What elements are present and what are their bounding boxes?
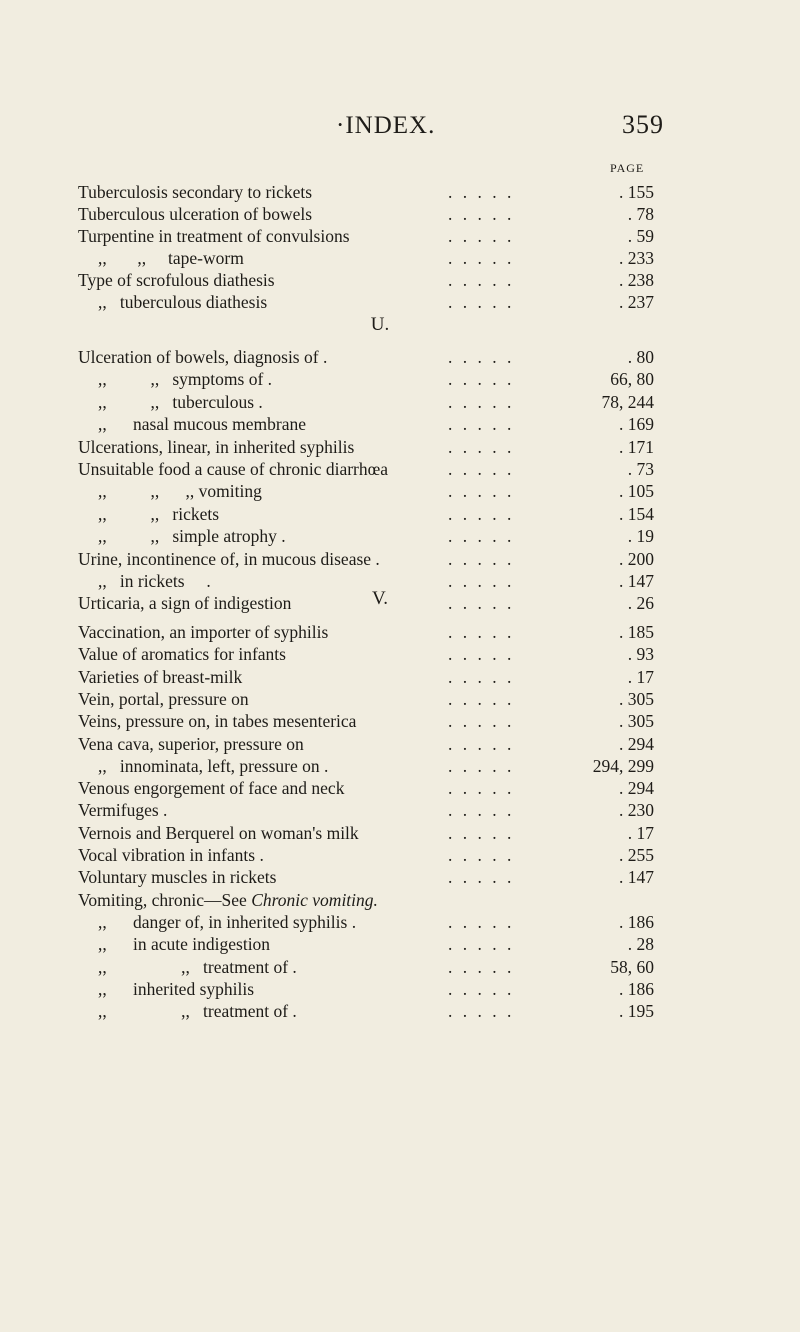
- leader-dots: . . . . .: [448, 956, 515, 977]
- entry-label: Urine, incontinence of, in mucous disease .: [78, 548, 380, 569]
- entry-page: . 186: [619, 978, 654, 999]
- index-entry: [0, 224, 800, 248]
- entry-text: [98, 390, 263, 414]
- entry-text: [78, 665, 242, 689]
- index-entry: [0, 888, 800, 912]
- entry-label: Vein, portal, pressure on: [78, 688, 249, 709]
- index-entry: [0, 412, 800, 436]
- leader-dots: . . . . .: [448, 391, 515, 412]
- entry-page: . 294: [619, 778, 654, 799]
- entry-text: [78, 798, 167, 822]
- entry-label: ,, ,, symptoms of .: [98, 369, 273, 390]
- leader-dots: . . . . .: [448, 292, 515, 312]
- leader-dots: . . . . .: [448, 414, 515, 435]
- entry-page: 294, 299: [592, 755, 654, 776]
- index-entry: [0, 977, 800, 1001]
- leader-dots: . . . . .: [448, 369, 515, 390]
- index-entry: [0, 547, 800, 571]
- entry-page: . 73: [627, 459, 654, 479]
- entry-label: ,, ,, tuberculous .: [98, 391, 263, 412]
- entry-label: Type of scrofulous diathesis: [78, 270, 275, 290]
- leader-dots: . . . . .: [448, 571, 515, 591]
- leader-dots: . . . . .: [448, 934, 515, 955]
- entry-label: Turpentine in treatment of convulsions: [78, 226, 350, 246]
- index-entry: [0, 479, 800, 503]
- entry-label: ,, nasal mucous membrane: [98, 414, 307, 435]
- index-entry: [0, 390, 800, 414]
- entry-label: ,, ,, treatment of .: [98, 956, 297, 977]
- index-entry: [0, 620, 800, 644]
- entry-text: [78, 821, 359, 845]
- entry-text: [78, 732, 304, 756]
- entry-page: . 305: [619, 688, 654, 709]
- entry-page: . 17: [627, 666, 654, 687]
- entry-label: Ulceration of bowels, diagnosis of .: [78, 347, 328, 367]
- entry-text: [78, 620, 328, 644]
- leader-dots: . . . . .: [448, 711, 515, 732]
- entry-text: [78, 268, 275, 292]
- section-letter: V.: [371, 588, 389, 609]
- entry-text: [78, 547, 380, 571]
- entry-text: [98, 999, 297, 1023]
- entry-page: . 154: [619, 503, 654, 524]
- entry-text: [78, 224, 350, 248]
- entry-text: [78, 843, 264, 867]
- entry-text: [78, 202, 312, 226]
- index-entry: [0, 932, 800, 956]
- entry-page: . 255: [619, 845, 654, 865]
- entry-page: . 105: [619, 481, 654, 502]
- entry-label: Vocal vibration in infants .: [78, 845, 264, 865]
- entry-label: Voluntary muscles in rickets: [78, 867, 277, 888]
- entry-page: . 169: [619, 414, 654, 435]
- entry-label: ,, in rickets .: [98, 571, 211, 591]
- leader-dots: . . . . .: [448, 593, 515, 614]
- entry-label: Vomiting, chronic—See: [78, 889, 252, 910]
- entry-page: . 147: [619, 867, 654, 888]
- leader-dots: . . . . .: [448, 347, 515, 367]
- section-letter: U.: [370, 314, 390, 335]
- leader-dots: . . . . .: [448, 911, 515, 932]
- index-entry: [0, 732, 800, 756]
- entry-text: [78, 865, 276, 889]
- entry-text: [98, 290, 267, 314]
- entry-text: [78, 776, 344, 800]
- index-entry: [0, 821, 800, 845]
- entry-text: [98, 955, 297, 979]
- entry-label: Tuberculosis secondary to rickets: [78, 182, 313, 202]
- index-entry: [0, 246, 800, 270]
- entry-page: 58, 60: [610, 956, 654, 977]
- entry-page: . 195: [619, 1001, 654, 1022]
- entry-label: ,, ,, ,, vomiting: [98, 481, 262, 502]
- entry-label: Vaccination, an importer of syphilis: [78, 622, 329, 642]
- entry-text: [78, 345, 327, 369]
- entry-label: ,, ,, rickets: [98, 503, 220, 524]
- entry-page: . 233: [619, 248, 654, 268]
- leader-dots: . . . . .: [448, 526, 515, 547]
- entry-page: . 238: [619, 270, 654, 290]
- entry-page: . 294: [619, 733, 654, 754]
- entry-label: ,, ,, simple atrophy .: [98, 526, 286, 547]
- entry-text: [98, 977, 254, 1001]
- index-entry: [0, 709, 800, 733]
- entry-page: . 80: [627, 347, 654, 367]
- index-entry: [0, 999, 800, 1023]
- entry-text: [78, 888, 378, 912]
- leader-dots: . . . . .: [448, 978, 515, 999]
- leader-dots: . . . . .: [448, 688, 515, 709]
- entry-text: [78, 457, 388, 481]
- index-entry: [0, 268, 800, 292]
- leader-dots: . . . . .: [448, 733, 515, 754]
- entry-page: . 28: [627, 934, 654, 955]
- leader-dots: . . . . .: [448, 204, 515, 224]
- index-entry: [0, 843, 800, 867]
- leader-dots: . . . . .: [448, 800, 515, 821]
- running-header-title: ·INDEX.: [336, 112, 436, 139]
- entry-text: [98, 479, 262, 503]
- entry-text: [78, 642, 286, 666]
- leader-dots: . . . . .: [448, 182, 515, 202]
- entry-text: [98, 524, 286, 548]
- entry-label: Ulcerations, linear, in inherited syphilis: [78, 436, 355, 457]
- entry-text: [98, 910, 356, 934]
- entry-label: Vernois and Berquerel on woman's milk: [78, 822, 359, 843]
- entry-page: 78, 244: [601, 391, 654, 412]
- entry-page: . 155: [619, 182, 654, 202]
- leader-dots: . . . . .: [448, 666, 515, 687]
- entry-label: Urticaria, a sign of indigestion: [78, 593, 292, 614]
- page-column-label: PAGE: [610, 161, 645, 175]
- index-entry: [0, 524, 800, 548]
- leader-dots: . . . . .: [448, 248, 515, 268]
- entry-text: [98, 412, 306, 436]
- entry-label: Varieties of breast-milk: [78, 666, 243, 687]
- entry-page: . 237: [619, 292, 654, 312]
- index-entry: [0, 435, 800, 459]
- index-entry: [0, 290, 800, 314]
- entry-page: 66, 80: [610, 369, 654, 390]
- index-entry: [0, 754, 800, 778]
- leader-dots: . . . . .: [448, 436, 515, 457]
- entry-page: . 78: [627, 204, 654, 224]
- entry-text: [78, 687, 249, 711]
- entry-text: [78, 435, 354, 459]
- leader-dots: . . . . .: [448, 270, 515, 290]
- entry-label: Tuberculous ulceration of bowels: [78, 204, 313, 224]
- entry-text: [98, 367, 272, 391]
- cross-reference: Chronic vomiting.: [251, 889, 378, 910]
- index-entry: [0, 776, 800, 800]
- entry-label: Value of aromatics for infants: [78, 644, 286, 665]
- entry-text: [98, 502, 219, 526]
- index-entry: [0, 345, 800, 369]
- index-entry: [0, 367, 800, 391]
- leader-dots: . . . . .: [448, 644, 515, 665]
- index-entry: [0, 865, 800, 889]
- entry-page: . 17: [627, 822, 654, 843]
- leader-dots: . . . . .: [448, 1001, 515, 1022]
- index-entry: [0, 665, 800, 689]
- entry-text: [98, 932, 270, 956]
- index-entry: [0, 180, 800, 204]
- entry-label: ,, inherited syphilis: [98, 978, 255, 999]
- entry-label: Vermifuges .: [78, 800, 168, 821]
- entry-page: . 59: [627, 226, 654, 246]
- entry-text: [98, 246, 244, 270]
- entry-label: Unsuitable food a cause of chronic diarrhœa: [78, 459, 389, 479]
- entry-text: [78, 180, 312, 204]
- entry-page: . 186: [619, 911, 654, 932]
- entry-page: . 185: [619, 622, 654, 642]
- index-entry: [0, 502, 800, 526]
- entry-label: Vena cava, superior, pressure on: [78, 733, 304, 754]
- entry-label: ,, in acute indigestion: [98, 934, 271, 955]
- entry-page: . 19: [627, 526, 654, 547]
- entry-page: . 26: [627, 593, 654, 614]
- index-entry: [0, 798, 800, 822]
- entry-page: . 171: [619, 436, 654, 457]
- index-entry: [0, 457, 800, 481]
- leader-dots: . . . . .: [448, 226, 515, 246]
- entry-text: [98, 754, 328, 778]
- leader-dots: . . . . .: [448, 867, 515, 888]
- leader-dots: . . . . .: [448, 845, 515, 865]
- index-entry: [0, 687, 800, 711]
- leader-dots: . . . . .: [448, 481, 515, 502]
- entry-page: . 305: [619, 711, 654, 732]
- leader-dots: . . . . .: [448, 778, 515, 799]
- entry-label: ,, ,, tape-worm: [98, 248, 244, 268]
- entry-label: Veins, pressure on, in tabes mesenterica: [78, 711, 357, 732]
- entry-label: Venous engorgement of face and neck: [78, 778, 345, 799]
- leader-dots: . . . . .: [448, 755, 515, 776]
- entry-page: . 147: [619, 571, 654, 591]
- entry-page: . 93: [627, 644, 654, 665]
- index-entry: [0, 202, 800, 226]
- index-entry: [0, 955, 800, 979]
- index-entry: [0, 642, 800, 666]
- entry-label: ,, innominata, left, pressure on .: [98, 755, 329, 776]
- entry-label: ,, danger of, in inherited syphilis .: [98, 911, 357, 932]
- index-entry: [0, 910, 800, 934]
- leader-dots: . . . . .: [448, 622, 515, 642]
- entry-label: ,, ,, treatment of .: [98, 1001, 297, 1022]
- leader-dots: . . . . .: [448, 548, 515, 569]
- leader-dots: . . . . .: [448, 503, 515, 524]
- entry-text: [78, 709, 356, 733]
- entry-page: . 200: [619, 548, 654, 569]
- leader-dots: . . . . .: [448, 822, 515, 843]
- entry-page: . 230: [619, 800, 654, 821]
- page-number: 359: [622, 110, 664, 139]
- leader-dots: . . . . .: [448, 459, 515, 479]
- entry-label: ,, tuberculous diathesis: [98, 292, 268, 312]
